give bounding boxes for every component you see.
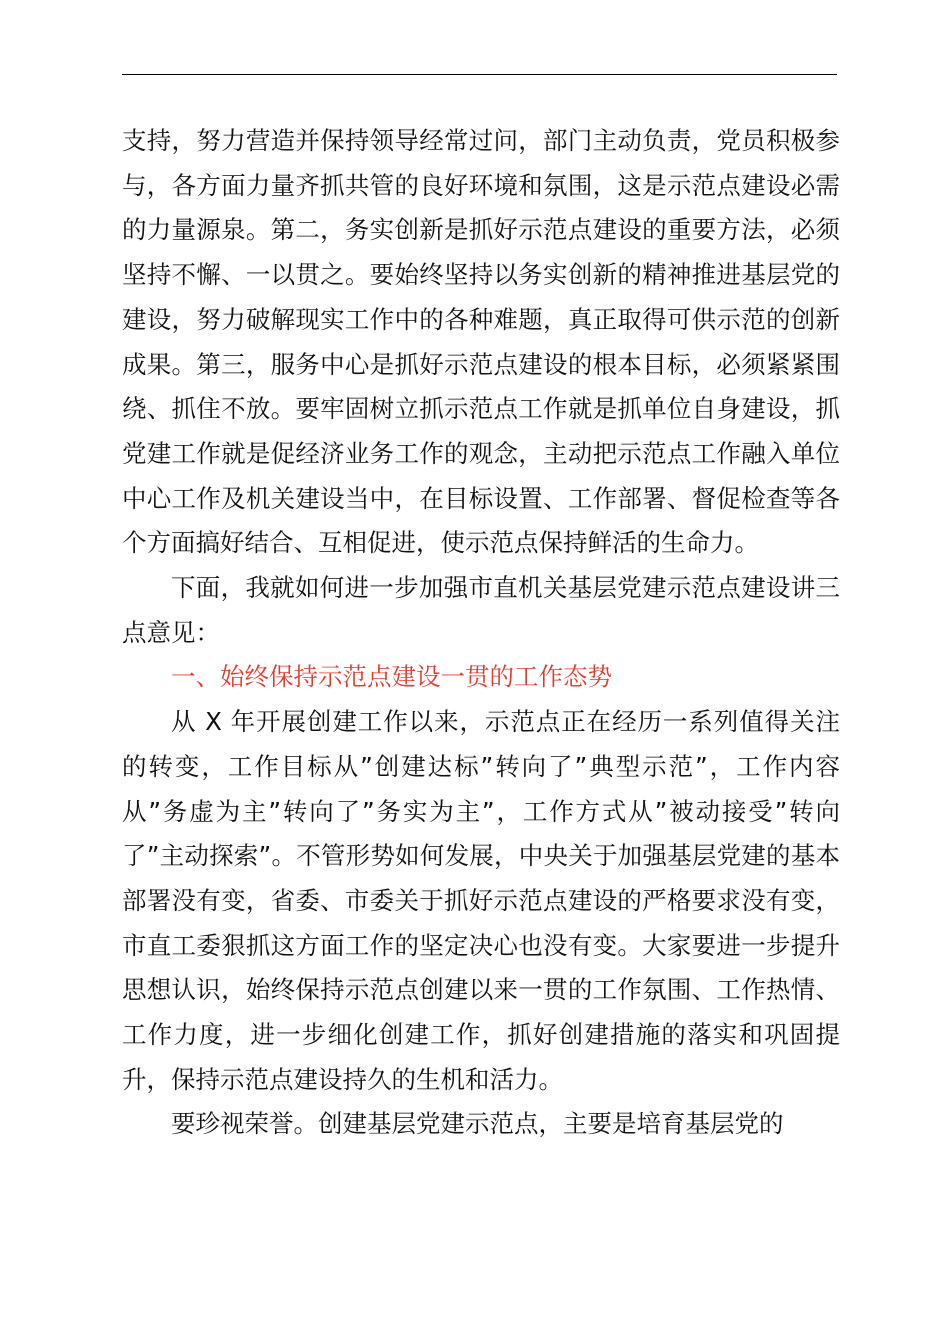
section-heading: 一、始终保持示范点建设一贯的工作态势 — [171, 662, 612, 692]
paragraph-section-1: 从 X 年开展创建工作以来，示范点正在经历一系列值得关注的转变，工作目标从”创建达标”转向了”典型示范”，工作内容从”务虚为主”转向了”务实为主”，工作方式从”被动接受”转向了”主动探索”。不管形势如何发展，中央关于加强基层党建的基本部署没有变，省委、市委关于抓好示范点建设的严格要求没有变，市直工委狠抓这方面工作的坚定决心也没有变。大家要进一步提升思想认识，始终保持示范点创建以来一贯的工作氛围、工作热情、工作力度，进一步细化创建工作，抓好创建措施的落实和巩固提升，保持示范点建设持久的生机和活力。 — [122, 707, 840, 1094]
paragraph-intro: 下面，我就如何进一步加强市直机关基层党建示范点建设讲三点意见： — [122, 573, 840, 647]
paragraph-honor: 要珍视荣誉。创建基层党建示范点，主要是培育基层党的 — [171, 1109, 784, 1139]
paragraph-continued: 支持，努力营造并保持领导经常过问，部门主动负责，党员积极参与，各方面力量齐抓共管的良好环境和氛围，这是示范点建设必需的力量源泉。第二，务实创新是抓好示范点建设的重要方法，必须坚持不懈、一以贯之。要始终坚持以务实创新的精神推进基层党的建设，努力破解现实工作中的各种难题，真正取得可供示范的创新成果。第三，服务中心是抓好示范点建设的根本目标，必须紧紧围绕、抓住不放。要牢固树立抓示范点工作就是抓单位自身建设，抓党建工作就是促经济业务工作的观念，主动把示范点工作融入单位中心工作及机关建设当中，在目标设置、工作部署、督促检查等各个方面搞好结合、互相促进，使示范点保持鲜活的生命力。 — [122, 126, 840, 558]
document-body — [122, 119, 840, 1147]
header-rule — [122, 74, 837, 75]
